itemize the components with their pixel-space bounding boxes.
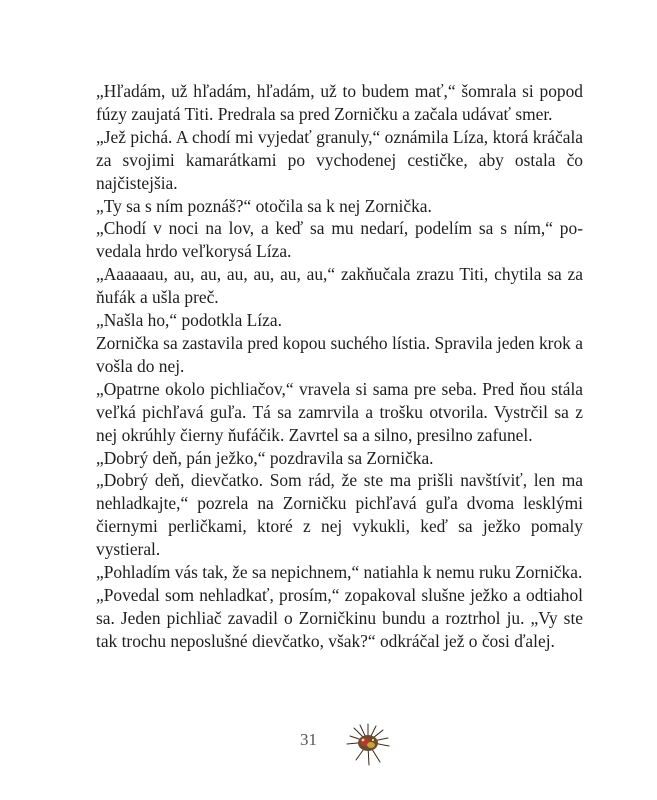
paragraph: „Jež pichá. A chodí mi vyjedať granuly,“ oznámila Líza, ktorá kráčala za svojimi kamarátkami po vychodenej cestičke, aby ostala čo najčistejšia.	[96, 126, 583, 193]
paragraph: „Opatrne okolo pichliačov,“ vravela si sama pre seba. Pred ňou stála veľká pichľavá guľa. Tá sa zamrvila a trošku otvorila. Vystrčil sa z nej okrúhly čierny ňufáčik. Zavrtel sa a silno, presilno zafunel.	[96, 378, 583, 445]
paragraph: „Dobrý deň, dievčatko. Som rád, že ste ma prišli navštíviť, len ma nehladkajte,“ pozrela na Zorničku pichľavá guľa dvoma lesklými čiernymi perličkami, ktoré z nej vykukli, keď sa ježko pomaly vystieral.	[96, 470, 583, 560]
paragraph: „Chodí v noci na lov, a keď sa mu nedarí, podelím sa s ním,“ povedala hrdo veľkorysá Líza.	[96, 218, 583, 262]
paragraph: „Pohladím vás tak, že sa nepichnem,“ natiahla k nemu ruku Zornička.	[96, 562, 583, 583]
paragraph: „Ty sa s ním poznáš?“ otočila sa k nej Zornička.	[96, 195, 432, 216]
page-number: 31	[300, 730, 317, 749]
story-text	[96, 80, 583, 653]
paragraph: „Dobrý deň, pán ježko,“ pozdravila sa Zornička.	[96, 447, 434, 468]
paragraph: „Povedal som nehladkať, prosím,“ zopakoval slušne ježko a odtiahol sa. Jeden pichliač zavadil o Zorničkinu bundu a roztrhol ju. „Vy ste tak trochu neposlušné dievčatko, však?“ odkráčal jež o čosi ďalej.	[96, 584, 583, 651]
paragraph: „Hľadám, už hľadám, hľadám, už to budem mať,“ šomrala si popod fúzy zaujatá Titi. Predrala sa pred Zorničku a začala udávať smer.	[96, 81, 583, 124]
page-footer	[0, 722, 657, 770]
paragraph: Zornička sa zastavila pred kopou suchého lístia. Spravila jeden krok a vošla do nej.	[96, 332, 583, 376]
paragraph: „Našla ho,“ podotkla Líza.	[96, 310, 282, 331]
paragraph: „Aaaaaau, au, au, au, au, au, au,“ zakňučala zrazu Titi, chytila sa za ňufák a ušla preč.	[96, 264, 583, 308]
hedgehog-icon	[342, 722, 394, 768]
